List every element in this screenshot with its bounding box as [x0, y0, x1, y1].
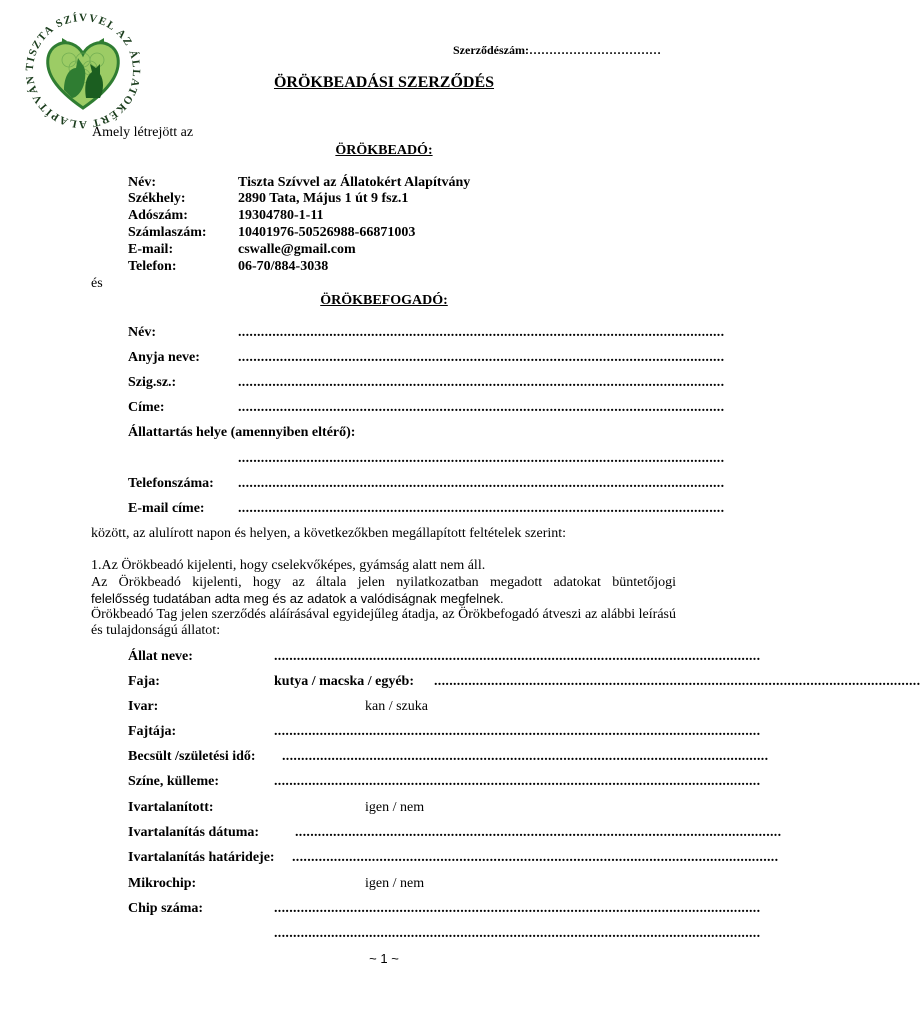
- clause-1-line-1: 1.Az Örökbeadó kijelenti, hogy cselekvőképes, gyámság alatt nem áll.: [91, 558, 486, 573]
- chip-number-field[interactable]: ................................................................................................................................: [274, 901, 761, 916]
- birth-date-field[interactable]: ................................................................................................................................: [282, 749, 769, 764]
- adopter-address-field[interactable]: ................................................................................................................................: [238, 400, 725, 415]
- giver-account-label: Számlaszám:: [128, 225, 207, 240]
- microchip-options[interactable]: igen / nem: [365, 876, 425, 891]
- adopter-mother-label: Anyja neve:: [128, 350, 200, 365]
- adopter-email-field[interactable]: ................................................................................................................................: [238, 501, 725, 516]
- adopter-heading: ÖRÖKBEFOGADÓ:: [320, 293, 448, 308]
- adopter-mother-field[interactable]: ................................................................................................................................: [238, 350, 725, 365]
- giver-phone-label: Telefon:: [128, 259, 177, 274]
- giver-email-value: cswalle@gmail.com: [238, 242, 356, 257]
- adopter-keeping-place-label: Állattartás helye (amennyiben eltérő):: [128, 425, 356, 440]
- adopter-id-field[interactable]: ................................................................................................................................: [238, 375, 725, 390]
- chip-number-label: Chip száma:: [128, 901, 204, 916]
- species-options[interactable]: kutya / macska / egyéb:: [274, 674, 414, 689]
- giver-tax-value: 19304780-1-11: [238, 208, 324, 223]
- sex-options[interactable]: kan / szuka: [365, 699, 428, 714]
- and-text: és: [91, 276, 103, 291]
- heart-dog-cat-logo-icon: [24, 12, 142, 130]
- microchip-label: Mikrochip:: [128, 876, 197, 891]
- color-field[interactable]: ................................................................................................................................: [274, 774, 761, 789]
- clause-1-line-3: Örökbeadó Tag jelen szerződés aláírásával egyidejűleg átadja, az Örökbefogadó átveszi az alábbi leírású és tulajdonságú állatot:: [91, 607, 676, 638]
- neutered-label: Ivartalanított:: [128, 800, 214, 815]
- page-number: ~ 1 ~: [369, 951, 399, 966]
- neutering-date-field[interactable]: ................................................................................................................................: [295, 825, 782, 840]
- birth-date-label: Becsült /születési idő:: [128, 749, 256, 764]
- intro-text: Amely létrejött az: [92, 125, 194, 140]
- page-title: ÖRÖKBEADÁSI SZERZŐDÉS: [273, 74, 495, 91]
- species-other-field[interactable]: ................................................................................................................................: [434, 674, 920, 689]
- neutering-deadline-label: Ivartalanítás határideje:: [128, 850, 275, 865]
- giver-seat-value: 2890 Tata, Május 1 út 9 fsz.1: [238, 191, 409, 206]
- neutering-deadline-field[interactable]: ................................................................................................................................: [292, 850, 779, 865]
- adopter-email-label: E-mail címe:: [128, 501, 205, 516]
- giver-name-value: Tiszta Szívvel az Állatokért Alapítvány: [238, 175, 471, 190]
- chip-number-field-continued[interactable]: ................................................................................................................................: [274, 926, 761, 941]
- animal-name-label: Állat neve:: [128, 649, 193, 664]
- giver-name-label: Név:: [128, 175, 156, 190]
- giver-heading: ÖRÖKBEADÓ:: [335, 143, 433, 158]
- breed-label: Fajtája:: [128, 724, 177, 739]
- adopter-address-label: Címe:: [128, 400, 165, 415]
- giver-account-value: 10401976-50526988-66871003: [238, 225, 416, 240]
- giver-phone-value: 06-70/884-3038: [238, 259, 329, 274]
- adopter-name-field[interactable]: ................................................................................................................................: [238, 325, 725, 340]
- between-text: között, az alulírott napon és helyen, a következőkben megállapított feltételek szerint:: [91, 526, 567, 541]
- neutered-options[interactable]: igen / nem: [365, 800, 425, 815]
- adopter-name-label: Név:: [128, 325, 156, 340]
- adopter-phone-label: Telefonszáma:: [128, 476, 214, 491]
- breed-field[interactable]: ................................................................................................................................: [274, 724, 761, 739]
- contract-number-label: Szerződészám:……………………………: [453, 43, 661, 57]
- animal-name-field[interactable]: ................................................................................................................................: [274, 649, 761, 664]
- color-label: Színe, külleme:: [128, 774, 219, 789]
- adopter-keeping-place-field[interactable]: ................................................................................................................................: [238, 451, 725, 466]
- giver-seat-label: Székhely:: [128, 191, 186, 206]
- sex-label: Ivar:: [128, 699, 159, 714]
- giver-email-label: E-mail:: [128, 242, 174, 257]
- logo-ring-text: TISZTA SZÍVVEL AZ ÁLLATOKÉRT ALAPÍTVÁN: [24, 12, 142, 130]
- adopter-phone-field[interactable]: ................................................................................................................................: [238, 476, 725, 491]
- clause-1-line-2a: Az Örökbeadó kijelenti, hogy az általa jelen nyilatkozatban megadott adatokat büntetőjogi: [91, 575, 676, 590]
- species-label: Faja:: [128, 674, 160, 689]
- neutering-date-label: Ivartalanítás dátuma:: [128, 825, 260, 840]
- clause-1-line-2b: felelősség tudatában adta meg és az adatok a valódiságnak megfelnek.: [91, 591, 504, 606]
- foundation-logo: [24, 12, 142, 130]
- giver-tax-label: Adószám:: [128, 208, 188, 223]
- adopter-id-label: Szig.sz.:: [128, 375, 177, 390]
